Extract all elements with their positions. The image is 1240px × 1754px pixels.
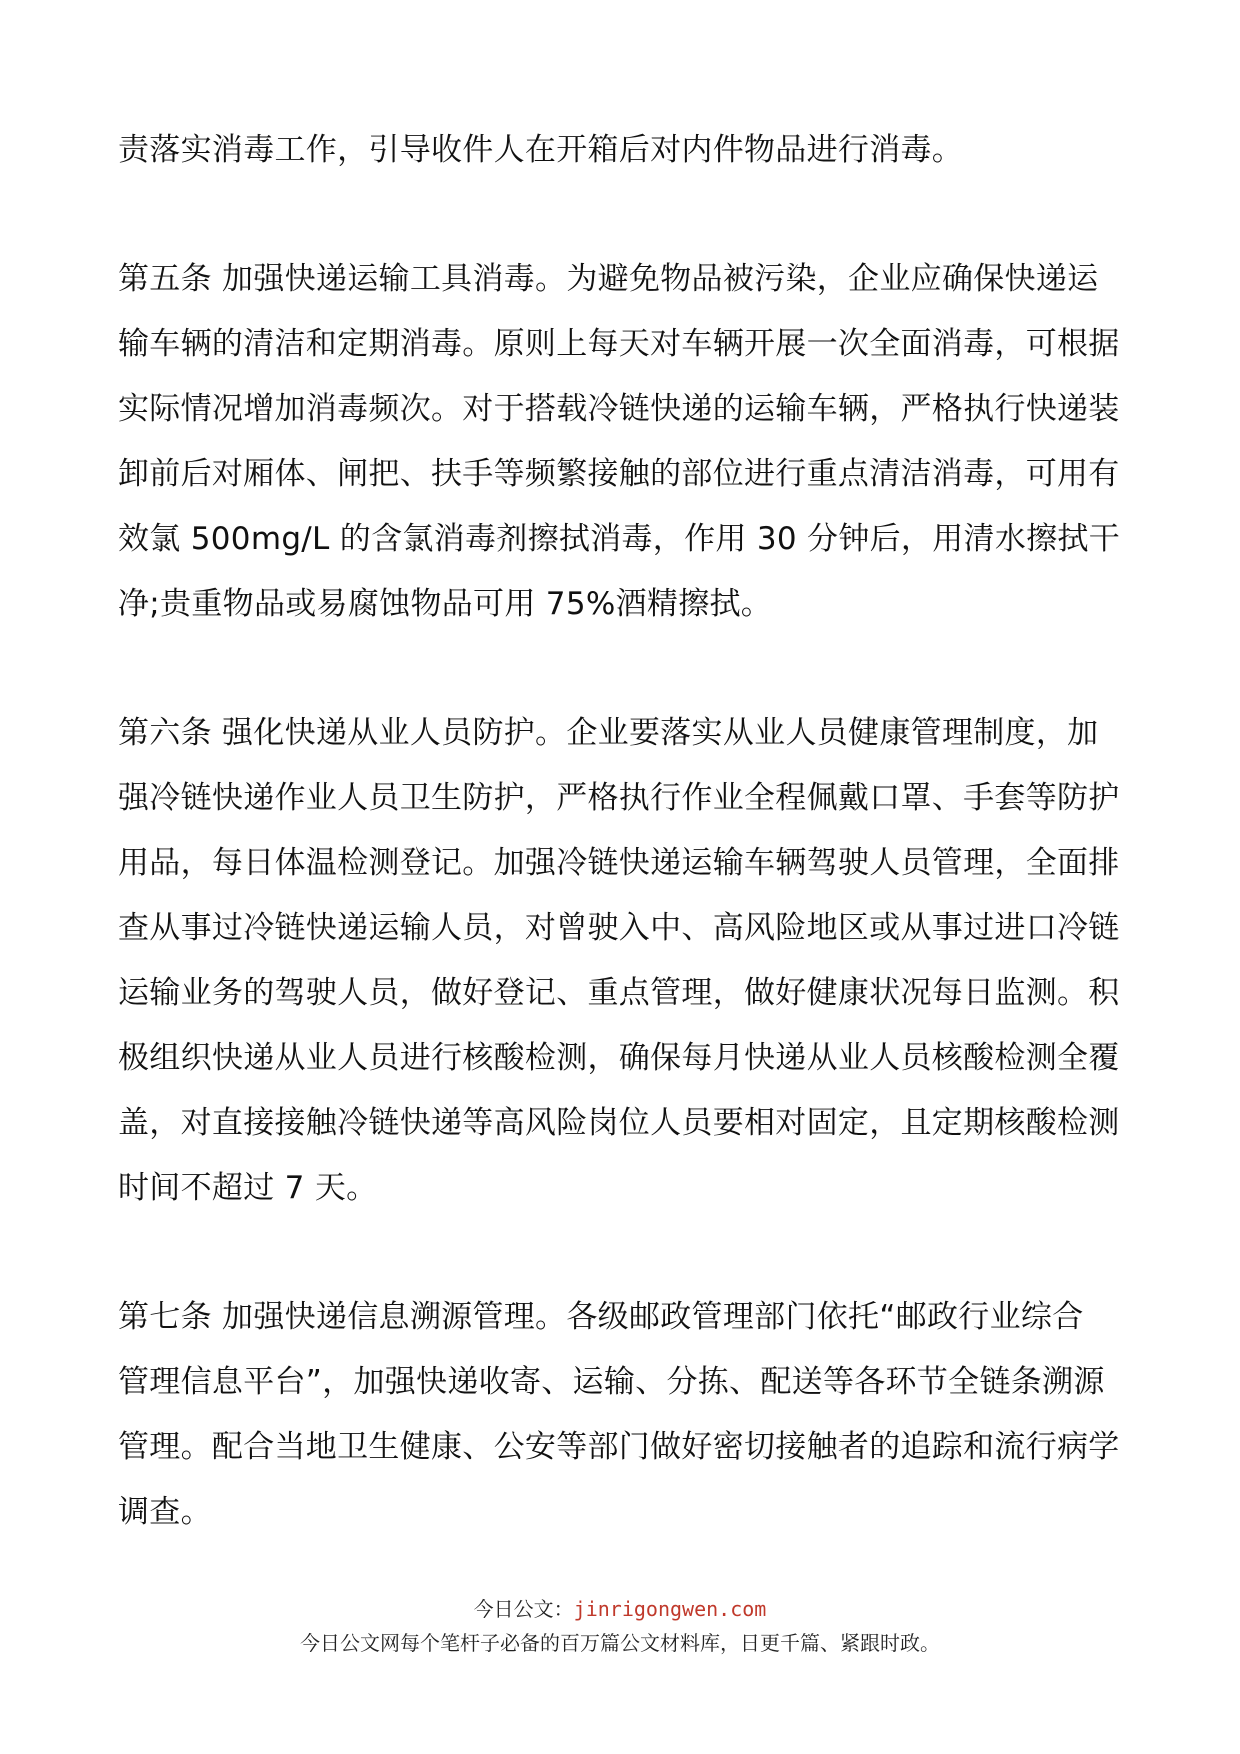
text-line: 第六条 强化快递从业人员防护。企业要落实从业人员健康管理制度，加 <box>118 715 1099 751</box>
text-line: 极组织快递从业人员进行核酸检测，确保每月快递从业人员核酸检测全覆 <box>118 1040 1120 1076</box>
text-line: 盖，对直接接触冷链快递等高风险岗位人员要相对固定，且定期核酸检测 <box>118 1105 1120 1141</box>
text-line: 责落实消毒工作，引导收件人在开箱后对内件物品进行消毒。 <box>118 132 964 168</box>
text-line: 管理信息平台”，加强快递收寄、运输、分拣、配送等各环节全链条溯源 <box>118 1364 1105 1400</box>
paragraph-article-5 <box>118 247 1128 637</box>
text-line: 输车辆的清洁和定期消毒。原则上每天对车辆开展一次全面消毒，可根据 <box>118 326 1120 362</box>
document-body <box>118 118 1128 1609</box>
page-footer <box>0 1592 1240 1660</box>
footer-site-line <box>0 1592 1240 1626</box>
text-line: 调查。 <box>118 1494 212 1530</box>
text-line: 运输业务的驾驶人员，做好登记、重点管理，做好健康状况每日监测。积 <box>118 975 1120 1011</box>
text-line: 时间不超过 7 天。 <box>118 1170 378 1206</box>
footer-tagline: 今日公文网每个笔杆子必备的百万篇公文材料库，日更千篇、紧跟时政。 <box>300 1631 940 1655</box>
text-line: 第五条 加强快递运输工具消毒。为避免物品被污染，企业应确保快递运 <box>118 261 1099 297</box>
footer-site-link[interactable]: jinrigongwen.com <box>573 1597 767 1621</box>
paragraph-article-7 <box>118 1285 1128 1545</box>
text-line: 管理。配合当地卫生健康、公安等部门做好密切接触者的追踪和流行病学 <box>118 1429 1120 1465</box>
text-line: 实际情况增加消毒频次。对于搭载冷链快递的运输车辆，严格执行快递装 <box>118 391 1120 427</box>
text-line: 第七条 加强快递信息溯源管理。各级邮政管理部门依托“邮政行业综合 <box>118 1299 1084 1335</box>
footer-site-label: 今日公文： <box>473 1597 574 1621</box>
text-line: 用品，每日体温检测登记。加强冷链快递运输车辆驾驶人员管理，全面排 <box>118 845 1120 881</box>
paragraph-continuation <box>118 118 1128 183</box>
text-line: 卸前后对厢体、闸把、扶手等频繁接触的部位进行重点清洁消毒，可用有 <box>118 456 1120 492</box>
text-line: 强冷链快递作业人员卫生防护，严格执行作业全程佩戴口罩、手套等防护 <box>118 780 1120 816</box>
text-line: 查从事过冷链快递运输人员，对曾驶入中、高风险地区或从事过进口冷链 <box>118 910 1120 946</box>
text-line: 净;贵重物品或易腐蚀物品可用 75%酒精擦拭。 <box>118 586 773 622</box>
paragraph-article-6 <box>118 701 1128 1221</box>
text-line: 效氯 500mg/L 的含氯消毒剂擦拭消毒，作用 30 分钟后，用清水擦拭干 <box>118 521 1121 557</box>
